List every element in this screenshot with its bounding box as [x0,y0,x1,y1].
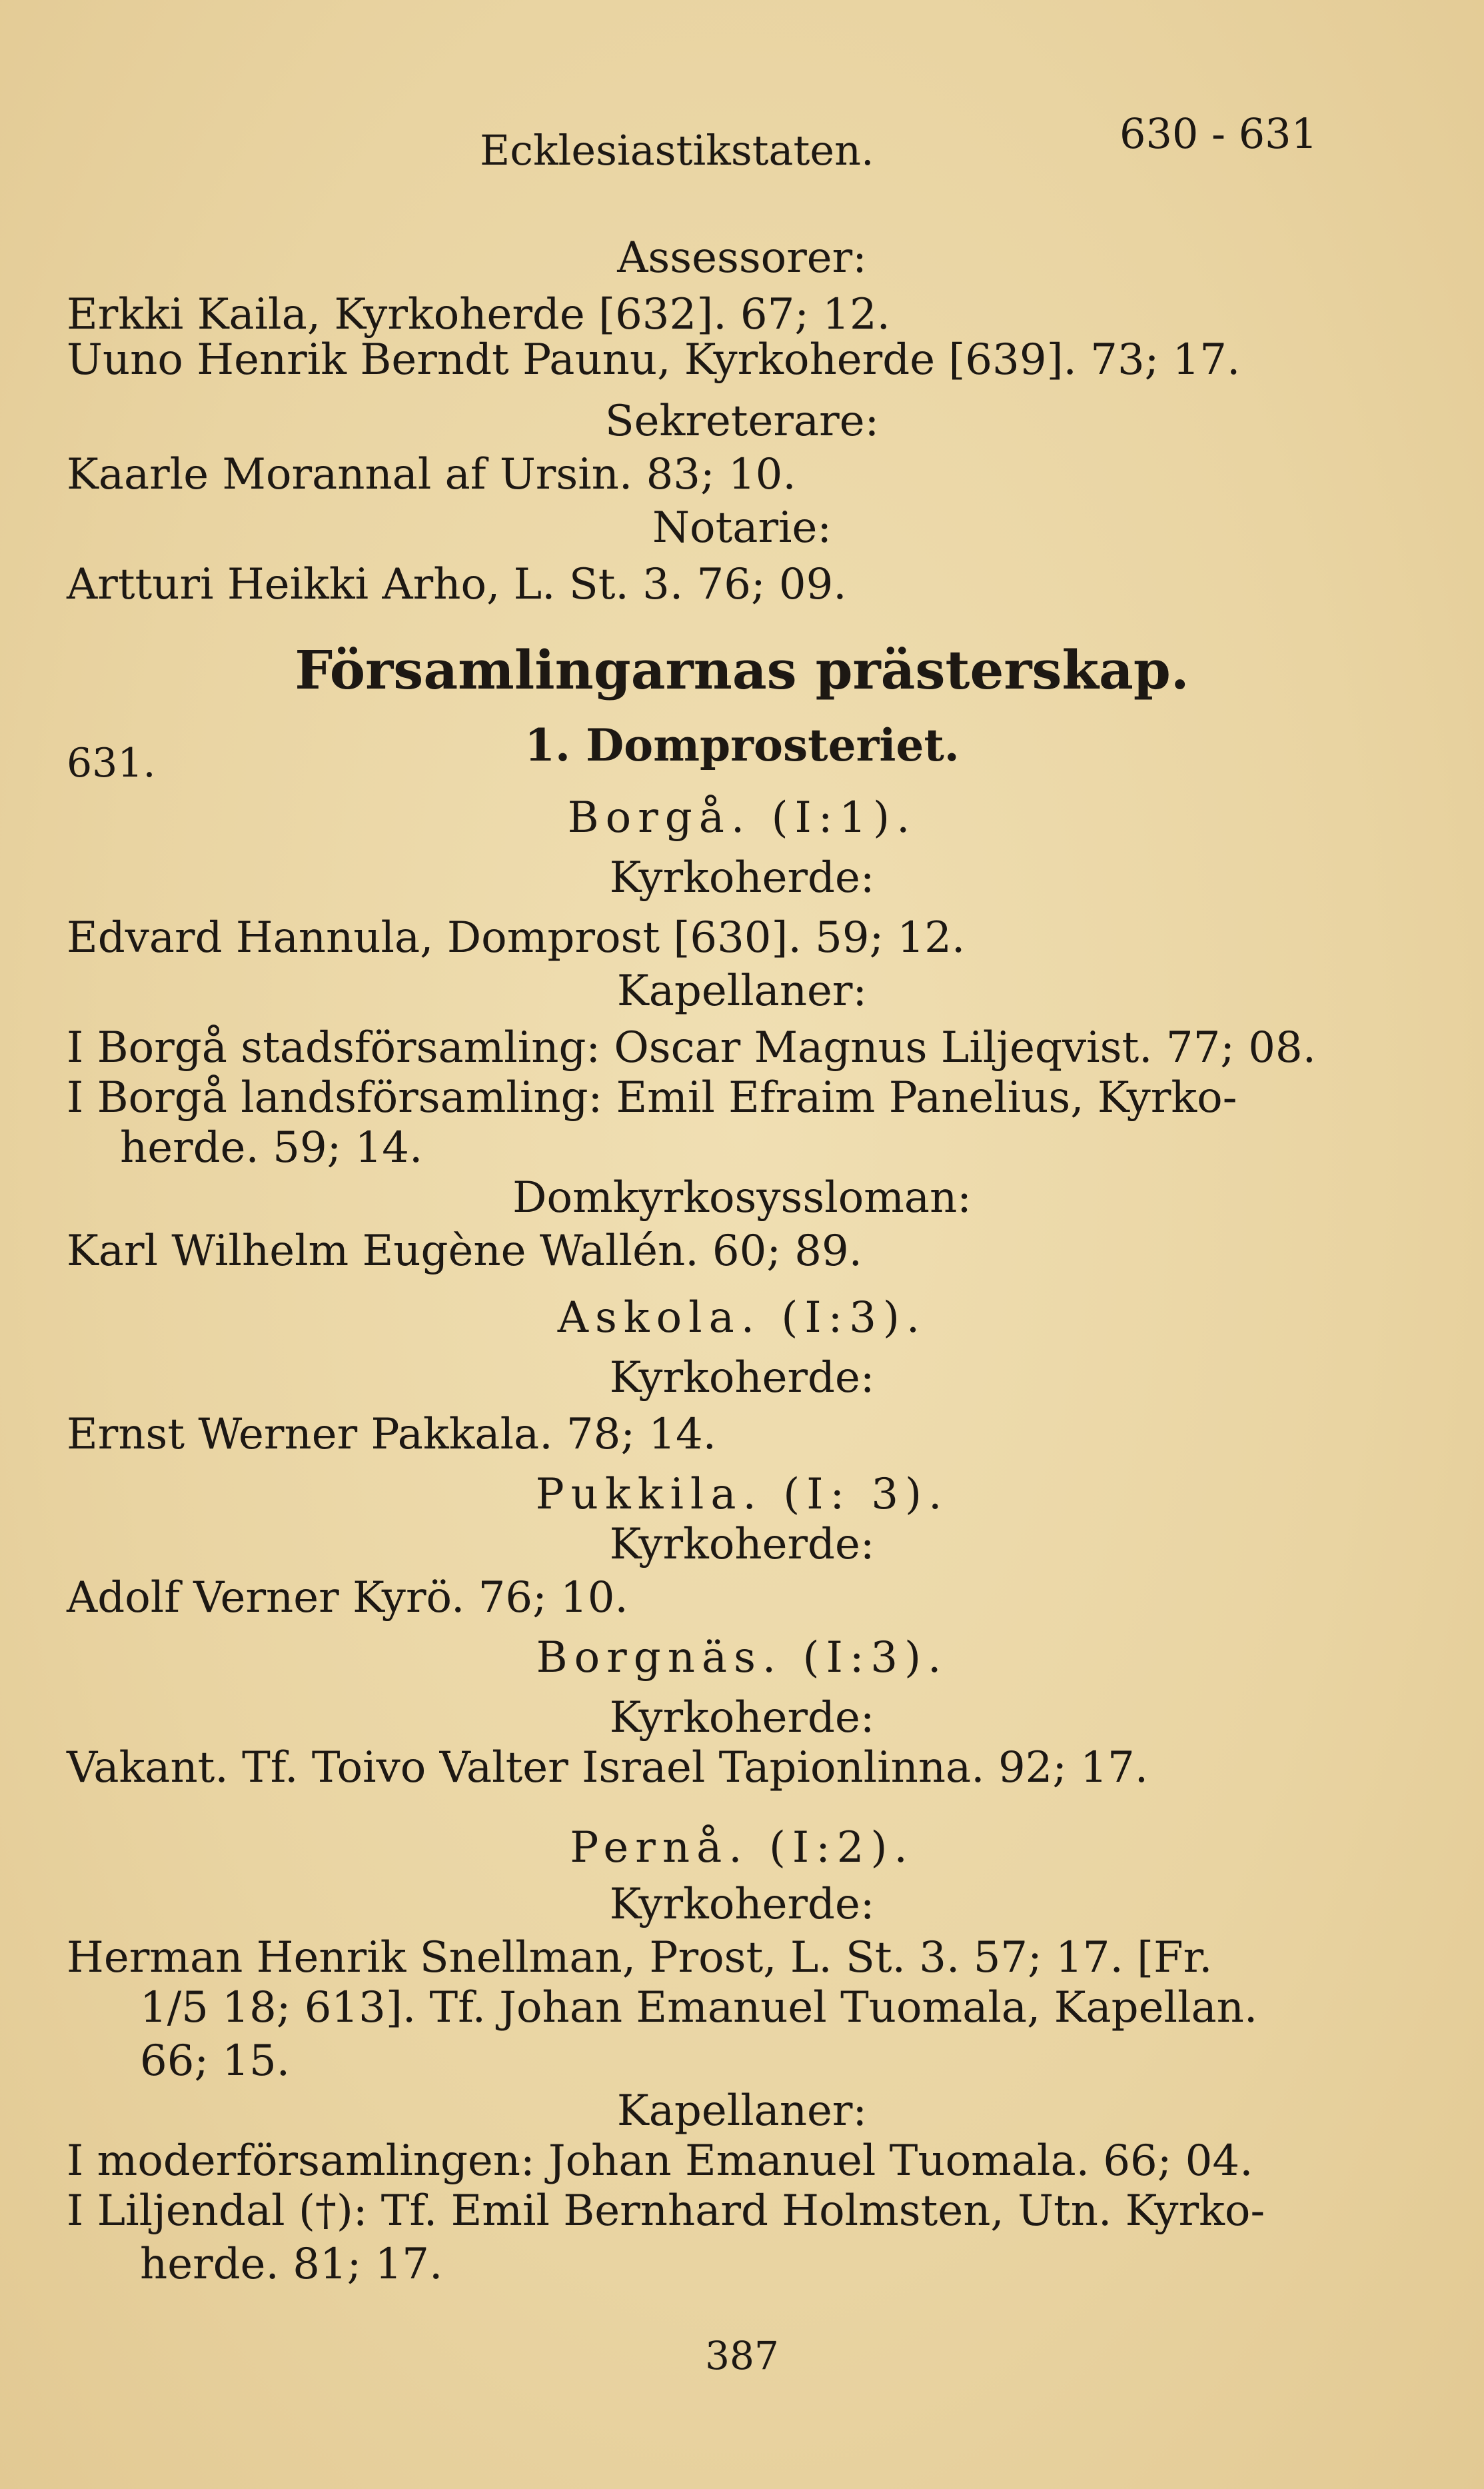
running-header-title: Ecklesiastikstaten. [480,126,874,175]
domprosteriet-heading: 1. Domprosteriet. [524,719,960,771]
notarie-entry: Artturi Heikki Arho, L. St. 3. 76; 09. [67,560,847,609]
perna-kapellan-2b: herde. 81; 17. [140,2240,443,2289]
parish-borgnas: Borgnäs. (I:3). [536,1633,948,1682]
pukkila-kyrkoherde-heading: Kyrkoherde: [609,1520,875,1569]
borgnas-kyrkoherde-entry: Vakant. Tf. Toivo Valter Israel Tapionlinna. 92; 17. [67,1743,1149,1792]
domkyrkosyssloman-entry: Karl Wilhelm Eugène Wallén. 60; 89. [67,1227,862,1276]
parish-perna: Pernå. (I:2). [570,1823,914,1872]
askola-kyrkoherde-heading: Kyrkoherde: [609,1353,875,1402]
perna-kyrkoherde-heading: Kyrkoherde: [609,1880,875,1929]
borga-kapellan-1: I Borgå stadsförsamling: Oscar Magnus Liljeqvist. 77; 08. [67,1023,1316,1073]
parish-askola: Askola. (I:3). [557,1293,927,1342]
borga-kapellan-2a: I Borgå landsförsamling: Emil Efraim Panelius, Kyrko- [67,1073,1237,1123]
pukkila-kyrkoherde-entry: Adolf Verner Kyrö. 76; 10. [67,1573,628,1622]
assessor-entry-1: Erkki Kaila, Kyrkoherde [632]. 67; 12. [67,290,890,339]
borga-kapellaner-heading: Kapellaner: [616,967,868,1016]
perna-kapellan-2a: I Liljendal (†): Tf. Emil Bernhard Holmsten, Utn. Kyrko- [67,2186,1265,2236]
perna-kapellaner-heading: Kapellaner: [616,2086,868,2136]
entry-number: 631. [67,740,156,787]
perna-kyrkoherde-entry-3: 66; 15. [140,2036,291,2086]
perna-kyrkoherde-entry-2: 1/5 18; 613]. Tf. Johan Emanuel Tuomala, Kapellan. [140,1983,1258,2032]
domkyrkosyssloman-heading: Domkyrkosyssloman: [512,1173,972,1223]
perna-kyrkoherde-entry-1: Herman Henrik Snellman, Prost, L. St. 3. 57; 17. [Fr. [67,1933,1213,1982]
page-number: 387 [705,2333,779,2378]
borgnas-kyrkoherde-heading: Kyrkoherde: [609,1693,875,1742]
sekreterare-entry: Kaarle Morannal af Ursin. 83; 10. [67,450,796,499]
notarie-heading: Notarie: [652,503,832,553]
borga-kyrkoherde-entry: Edvard Hannula, Domprost [630]. 59; 12. [67,913,966,963]
borga-kyrkoherde-heading: Kyrkoherde: [609,853,875,903]
section-title: Församlingarnas prästerskap. [295,639,1189,701]
borga-kapellan-2b: herde. 59; 14. [120,1123,423,1173]
perna-kapellan-1: I moderförsamlingen: Johan Emanuel Tuomala. 66; 04. [67,2136,1253,2186]
running-header-page-range: 630 - 631 [1119,109,1318,158]
askola-kyrkoherde-entry: Ernst Werner Pakkala. 78; 14. [67,1410,716,1459]
assessorer-heading: Assessorer: [617,233,867,283]
sekreterare-heading: Sekreterare: [604,397,880,446]
parish-borga: Borgå. (I:1). [567,793,917,843]
parish-pukkila: Pukkila. (I: 3). [535,1470,949,1519]
assessor-entry-2: Uuno Henrik Berndt Paunu, Kyrkoherde [639]. 73; 17. [67,335,1241,385]
